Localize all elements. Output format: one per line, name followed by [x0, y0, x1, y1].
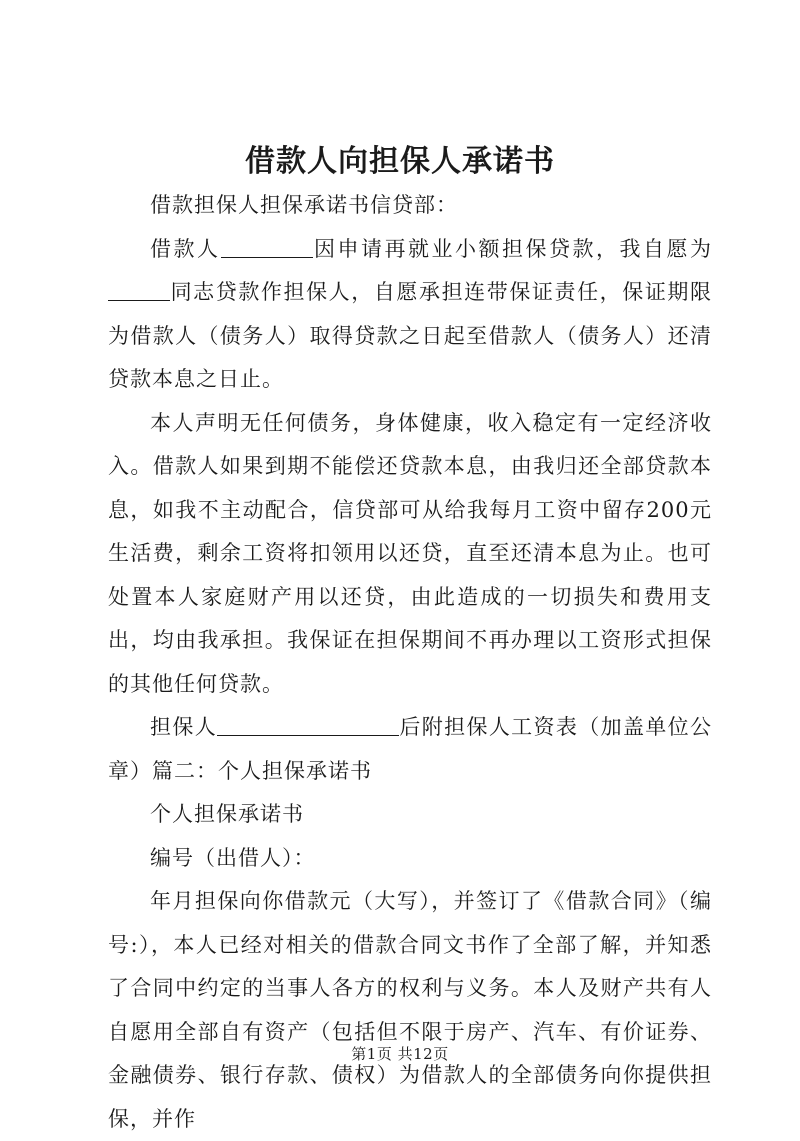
comrade-name-blank[interactable] — [108, 278, 170, 301]
paragraph-text: 同志贷款作担保人，自愿承担连带保证责任，保证期限为借款人（债务人）取得贷款之日起至借款人（债务人）还清贷款本息之日止。 — [108, 280, 712, 391]
borrower-label: 借款人 — [150, 236, 221, 261]
page-footer: 第1页 共12页 — [351, 1045, 449, 1063]
paragraph-guarantee-statement — [108, 228, 712, 402]
guarantor-label: 担保人 — [150, 715, 218, 739]
paragraph-number: 编号（出借人）： — [150, 845, 316, 870]
document-title: 借款人向担保人承诺书 — [245, 144, 555, 179]
paragraph-guarantor-signature — [108, 706, 712, 793]
paragraph-salutation: 借款担保人担保承诺书信贷部： — [150, 193, 458, 217]
guarantor-name-blank[interactable] — [217, 713, 399, 736]
paragraph-subtitle: 个人担保承诺书 — [150, 802, 304, 826]
document-body — [108, 184, 712, 1141]
paragraph-text: 后附担保人工资表（加盖单位公章）篇二：个人担保承诺书 — [108, 715, 713, 783]
borrower-name-blank[interactable] — [221, 235, 313, 258]
paragraph-text: 因申请再就业小额担保贷款，我自愿为 — [312, 236, 712, 261]
paragraph-guarantee-body: 年月担保向你借款元（大写），并签订了《借款合同》（编号:），本人已经对相关的借款合同文书作了全部了解，并知悉了合同中约定的当事人各方的权利与义务。本人及财产共有人自愿用全部自有资产（包括但不限于房产、汽车、有价证券、金融债券、银行存款、债权）为借款人的全部债务向你提供担保，并作 — [108, 889, 712, 1131]
paragraph-declaration: 本人声明无任何债务，身体健康，收入稳定有一定经济收入。借款人如果到期不能偿还贷款本息，由我归还全部贷款本息，如我不主动配合，信贷部可从给我每月工资中留存200元生活费，剩余工资将扣领用以还贷，直至还清本息为止。也可处置本人家庭财产用以还贷，由此造成的一切损失和费用支出，均由我承担。我保证在担保期间不再办理以工资形式担保的其他任何贷款。 — [108, 410, 712, 696]
